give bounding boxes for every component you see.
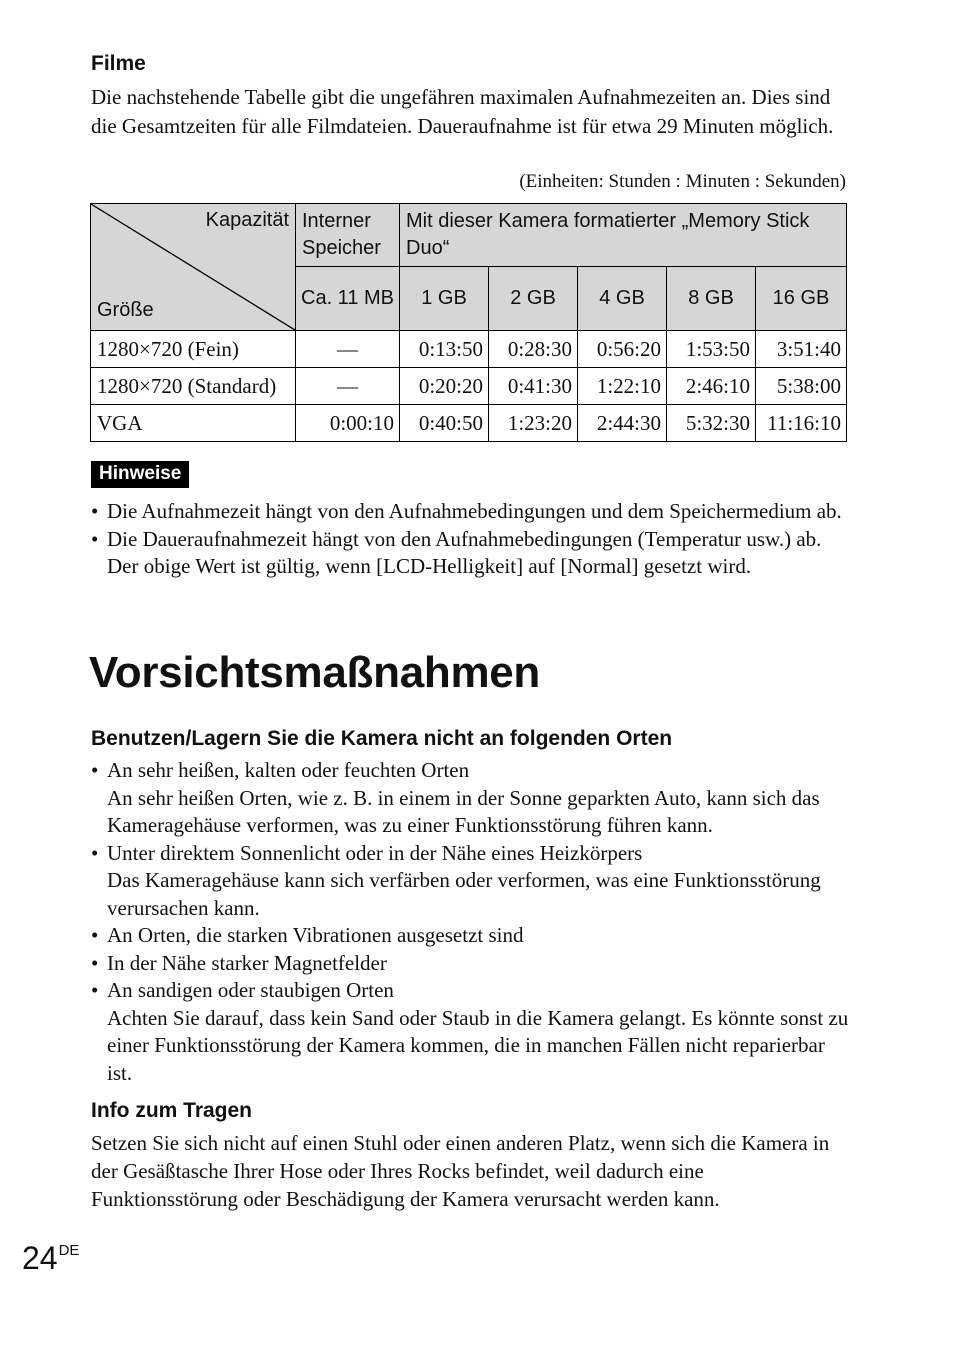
recording-time-table: [90, 203, 847, 442]
row-value: 3:51:40: [756, 331, 847, 368]
internal-memory-header: Interner Speicher: [296, 204, 400, 267]
row-value: 1:53:50: [667, 331, 756, 368]
list-item: [91, 977, 851, 1087]
table-row: [91, 368, 847, 405]
table-row: [91, 331, 847, 368]
row-size: VGA: [91, 405, 296, 442]
carrying-heading: Info zum Tragen: [91, 1099, 253, 1122]
page-number: [22, 1240, 79, 1277]
carrying-text: Setzen Sie sich nicht auf einen Stuhl oder einen anderen Platz, wenn sich die Kamera in der Gesäßtasche Ihrer Hose oder Ihres Rocks befindet, weil dadurch eine Funktionsstörung oder Beschädigung der Kamera verursacht werden kann.: [91, 1131, 830, 1211]
list-item: [91, 757, 851, 840]
list-item: [91, 840, 851, 923]
films-heading: Filme: [91, 52, 146, 75]
row-value: 1:23:20: [489, 405, 578, 442]
col-header-1gb: 1 GB: [400, 267, 489, 331]
films-intro: Die nachstehende Tabelle gibt die ungefähren maximalen Aufnahmezeiten an. Dies sind die Gesamtzeiten für alle Filmdateien. Daueraufnahme ist für etwa 29 Minuten möglich.: [91, 85, 834, 138]
col-header-4gb: 4 GB: [578, 267, 667, 331]
row-value: 0:56:20: [578, 331, 667, 368]
row-value: 0:41:30: [489, 368, 578, 405]
row-size: 1280×720 (Standard): [91, 368, 296, 405]
row-value: 11:16:10: [756, 405, 847, 442]
row-size: 1280×720 (Fein): [91, 331, 296, 368]
row-internal: —: [296, 368, 400, 405]
corner-size-label: Größe: [97, 299, 154, 321]
row-value: 0:13:50: [400, 331, 489, 368]
list-item: • Die Aufnahmezeit hängt von den Aufnahmebedingungen und dem Speichermedium ab.: [91, 498, 851, 526]
row-value: 2:46:10: [667, 368, 756, 405]
row-internal: —: [296, 331, 400, 368]
list-item: [91, 950, 851, 978]
precautions-subheading: Benutzen/Lagern Sie die Kamera nicht an folgenden Orten: [91, 727, 673, 750]
notes-list: [91, 498, 851, 581]
item-detail: Achten Sie darauf, dass kein Sand oder Staub in die Kamera gelangt. Es könnte sonst zu einer Funktionsstörung der Kamera kommen, die in manchen Fällen nicht reparierbar ist.: [107, 1005, 849, 1085]
list-item: [91, 922, 851, 950]
corner-capacity-label: Kapazität: [205, 209, 289, 231]
units-note: (Einheiten: Stunden : Minuten : Sekunden): [519, 171, 846, 192]
item-line: • An sehr heißen, kalten oder feuchten Orten: [107, 758, 470, 782]
row-value: 0:40:50: [400, 405, 489, 442]
row-value: 1:22:10: [578, 368, 667, 405]
page-lang: DE: [58, 1242, 80, 1259]
list-item: • Die Daueraufnahmezeit hängt von den Aufnahmebedingungen (Temperatur usw.) ab. Der obige Wert ist gültig, wenn [LCD-Helligkeit] auf [Normal] gesetzt wird.: [91, 526, 851, 581]
internal-size-header: Ca. 11 MB: [296, 267, 400, 331]
row-value: 0:20:20: [400, 368, 489, 405]
memory-stick-header: Mit dieser Kamera formatierter „Memory Stick Duo“: [400, 204, 847, 267]
precautions-list: [91, 757, 851, 1087]
row-value: 2:44:30: [578, 405, 667, 442]
col-header-16gb: 16 GB: [756, 267, 847, 331]
notes-badge: Hinweise: [91, 461, 189, 488]
item-detail: An sehr heißen Orten, wie z. B. in einem in der Sonne geparkten Auto, kann sich das Kameragehäuse verformen, was zu einer Funktionsstörung führen kann.: [107, 785, 820, 837]
item-line: • An Orten, die starken Vibrationen ausgesetzt sind: [107, 923, 524, 947]
item-detail: Das Kameragehäuse kann sich verfärben oder verformen, was eine Funktionsstörung verursachen kann.: [107, 868, 821, 920]
page-title: Vorsichtsmaßnahmen: [89, 648, 541, 697]
item-line: • Unter direktem Sonnenlicht oder in der Nähe eines Heizkörpers: [107, 840, 643, 865]
col-header-2gb: 2 GB: [489, 267, 578, 331]
table-corner-cell: [91, 204, 296, 331]
row-value: 5:38:00: [756, 368, 847, 405]
item-line: • In der Nähe starker Magnetfelder: [107, 950, 387, 975]
page-number-value: 24: [22, 1240, 58, 1276]
row-value: 5:32:30: [667, 405, 756, 442]
col-header-8gb: 8 GB: [667, 267, 756, 331]
row-internal: 0:00:10: [296, 405, 400, 442]
table-row: [91, 405, 847, 442]
row-value: 0:28:30: [489, 331, 578, 368]
item-line: • An sandigen oder staubigen Orten: [107, 978, 394, 1002]
